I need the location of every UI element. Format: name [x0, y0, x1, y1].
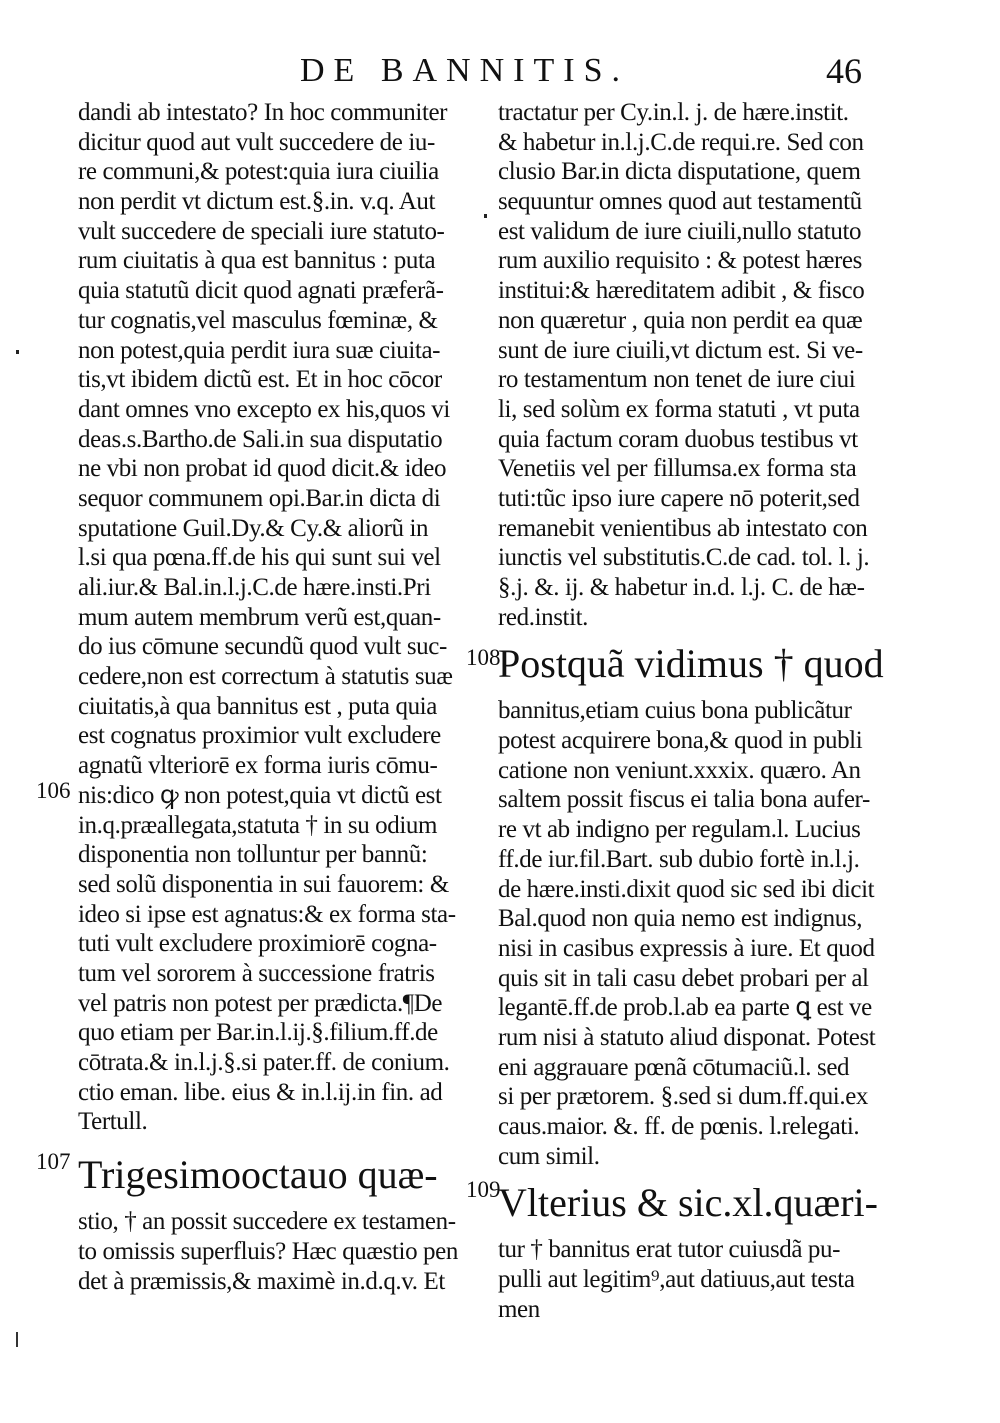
text-line: sed solũ disponentia in sui fauorem: & — [78, 870, 449, 898]
left-column — [78, 98, 473, 1296]
text-line: eni aggrauare pœnã cōtumaciũ.l. sed — [498, 1053, 850, 1081]
text-line: bannitus,etiam cuius bona publicãtur — [498, 697, 852, 725]
ink-speck — [16, 1332, 18, 1347]
text-line: dant omnes vno excepto ex his,quos vi — [78, 395, 450, 423]
text-line: stio, † an possit succedere ex testamen- — [78, 1208, 456, 1236]
text-line: nisi in casibus expressis à iure. Et quod — [498, 934, 875, 962]
text-line: Tertull. — [78, 1108, 148, 1136]
margin-number: 107 — [36, 1149, 71, 1174]
text-line: iunctis vel substitutis.C.de cad. tol. l. j. — [498, 544, 870, 572]
running-title: DE BANNITIS. — [300, 52, 629, 89]
text-line: vel patris non potest per prædicta.¶De — [78, 989, 443, 1017]
text-line: sputatione Guil.Dy.& Cy.& aliorũ in — [78, 514, 429, 542]
text-line: si per prætorem. §.sed si dum.ff.qui.ex — [498, 1083, 868, 1111]
text-line: cum simil. — [498, 1142, 600, 1170]
margin-number: 106 — [36, 778, 71, 803]
text-line: rum auxilio requisito : & potest hæres — [498, 247, 862, 275]
text-line: rum nisi à statuto aliud disponat. Potest — [498, 1023, 876, 1051]
margin-number: 108 — [466, 645, 501, 670]
text-line: quis sit in tali casu debet probari per al — [498, 964, 869, 992]
text-line: tuti:tũc ipso iure capere nō poterit,sed — [498, 484, 860, 512]
text-line: ideo si ipse est agnatus:& ex forma sta- — [78, 900, 456, 928]
text-line: nis:dico ꝙ non potest,quia vt dictũ est — [78, 781, 442, 809]
text-line: red.instit. — [498, 603, 589, 631]
text-line: in.q.præallegata,statuta † in su odium — [78, 811, 438, 839]
text-line: non quæretur , quia non perdit ea quæ — [498, 306, 863, 334]
section-heading: Vlterius & sic.xl.quæri- — [498, 1180, 878, 1226]
text-line: caus.maior. &. ff. de pœnis. l.relegati. — [498, 1113, 860, 1140]
text-line: li, sed solùm ex forma statuti , vt puta — [498, 395, 860, 423]
section-heading: Trigesimooctauo quæ- — [78, 1152, 438, 1198]
text-line: est validum de iure ciuili,nullo statuto — [498, 217, 862, 245]
text-line: non perdit vt dictum est.§.in. v.q. Aut — [78, 188, 436, 216]
text-line: tis,vt ibidem dictũ est. Et in hoc cōcor — [78, 366, 442, 394]
text-line: sequuntur omnes quod aut testamentũ — [498, 188, 862, 216]
text-line: non potest,quia perdit iura suæ ciuita- — [78, 336, 441, 364]
text-line: ciuitatis,à qua bannitus est , puta quia — [78, 692, 437, 720]
text-line: vult succedere de speciali iure statuto- — [78, 217, 445, 245]
text-line: saltem possit fiscus ei talia bona aufer- — [498, 786, 870, 814]
text-line: sunt de iure ciuili,vt dictum est. Si ve- — [498, 336, 863, 364]
text-line: cōtrata.& in.l.j.§.si pater.ff. de conium. — [78, 1049, 450, 1076]
text-line: deas.s.Bartho.de Sali.in sua disputatio — [78, 425, 443, 453]
text-line: est cognatus proximior vult excludere — [78, 722, 441, 750]
text-line: do ius cōmune secundũ quod vult suc- — [78, 633, 447, 661]
text-line: ali.iur.& Bal.in.l.j.C.de hære.insti.Pri — [78, 574, 431, 601]
text-line: mum autem membrum verũ est,quan- — [78, 603, 441, 631]
text-line: rum ciuitatis à qua est bannitus : puta — [78, 247, 436, 275]
right-column — [498, 98, 890, 1324]
text-line: re communi,& potest:quia iura ciuilia — [78, 158, 439, 186]
text-line: & habetur in.l.j.C.de requi.re. Sed con — [498, 128, 864, 156]
text-line: ro testamentum non tenet de iure ciui — [498, 366, 856, 394]
text-line: l.si qua pœna.ff.de his qui sunt sui vel — [78, 544, 441, 572]
text-line: dandi ab intestato? In hoc communiter — [78, 99, 448, 126]
text-line: tur cognatis,vel masculus fœminæ, & — [78, 306, 438, 334]
text-line: Venetiis vel per fillumsa.ex forma sta — [498, 455, 857, 483]
text-line: de hære.insti.dixit quod sic sed ibi dicit — [498, 875, 875, 903]
text-line: catione non veniunt.xxxix. quæro. An — [498, 756, 861, 784]
page-number: 46 — [826, 51, 862, 91]
text-line: disponentia non tolluntur per bannũ: — [78, 841, 428, 869]
text-line: tractatur per Cy.in.l. j. de hære.instit. — [498, 99, 849, 126]
text-line: institui:& hæreditatem adibit , & fisco — [498, 277, 865, 305]
text-line: quia factum coram duobus testibus vt — [498, 425, 858, 453]
text-line: re vt ab indigno per regulam.l. Lucius — [498, 816, 861, 844]
text-line: quo etiam per Bar.in.l.ij.§.filium.ff.de — [78, 1019, 438, 1047]
text-line: to omissis superfluis? Hæc quæstio pen — [78, 1238, 458, 1266]
text-line: §.j. &. ij. & habetur in.d. l.j. C. de hæ- — [498, 574, 865, 601]
ink-speck — [484, 214, 487, 218]
text-line: potest acquirere bona,& quod in publi — [498, 727, 863, 755]
text-line: cedere,non est correctum à statutis suæ — [78, 663, 453, 691]
text-line: pulli aut legitim⁹,aut datiuus,aut testa — [498, 1266, 855, 1294]
text-line: Bal.quod non quia nemo est indignus, — [498, 905, 863, 933]
text-line: agnatũ vlteriorē ex forma iuris cōmu- — [78, 752, 438, 780]
text-line: dicitur quod aut vult succedere de iu- — [78, 128, 435, 156]
text-line: ne vbi non probat id quod dicit.& ideo — [78, 455, 447, 483]
margin-number: 109 — [466, 1177, 501, 1202]
text-line: det à præmissis,& maximè in.d.q.v. Et — [78, 1267, 445, 1295]
text-line: sequor communem opi.Bar.in dicta di — [78, 484, 441, 512]
text-line: clusio Bar.in dicta disputatione, quem — [498, 158, 861, 186]
text-line: remanebit venientibus ab intestato con — [498, 514, 868, 542]
text-line: ctio eman. libe. eius & in.l.ij.in fin. ad — [78, 1078, 443, 1106]
text-line: men — [498, 1295, 540, 1323]
text-line: tum vel sororem à successione fratris — [78, 959, 435, 987]
text-line: ff.de iur.fil.Bart. sub dubio fortè in.l.j. — [498, 845, 860, 873]
section-heading: Postquã vidimus † quod — [498, 641, 884, 687]
text-line: legantē.ff.de prob.l.ab ea parte ꝗ est ve — [498, 994, 872, 1022]
text-line: quia statutũ dicit quod agnati præferã- — [78, 277, 444, 305]
text-line: tur † bannitus erat tutor cuiusdã pu- — [498, 1236, 841, 1264]
ink-speck — [16, 350, 19, 354]
text-line: tuti vult excludere proximiorē cogna- — [78, 930, 437, 958]
